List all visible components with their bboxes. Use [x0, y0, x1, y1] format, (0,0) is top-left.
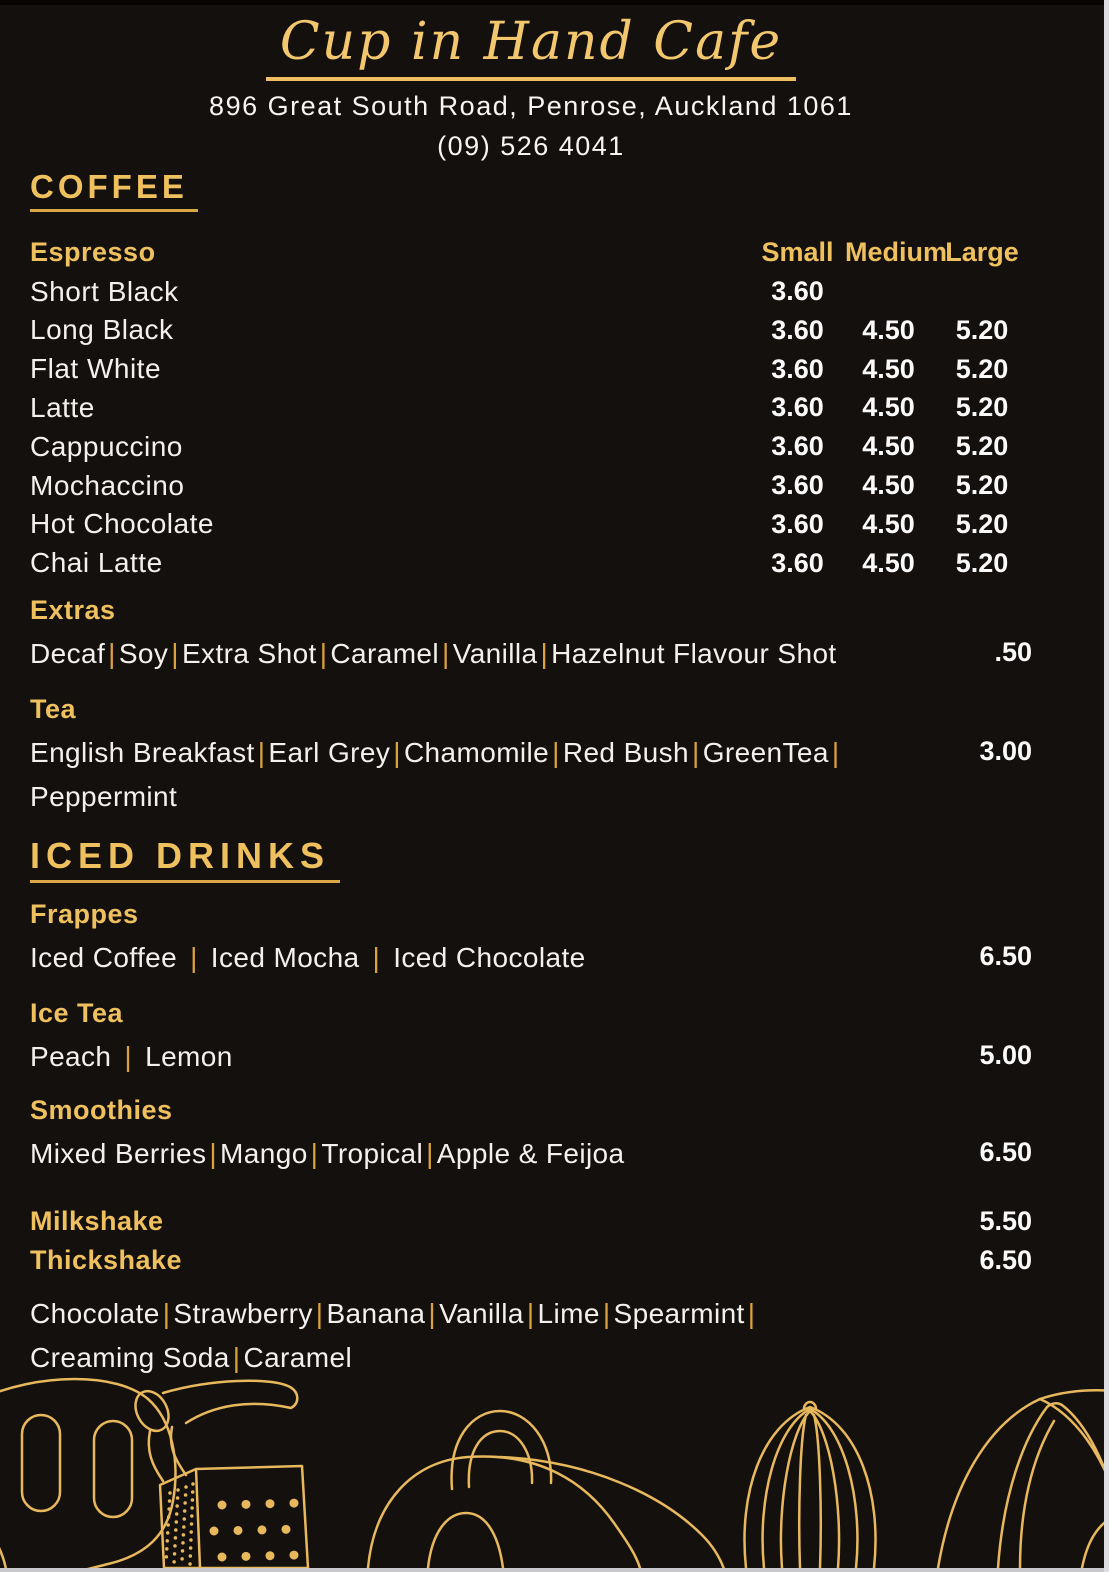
menu-option: Hazelnut Flavour Shot: [551, 637, 837, 669]
size-header-large: Large: [945, 236, 1019, 267]
tea-row: [30, 731, 1032, 819]
iced-drinks-section: [30, 819, 1032, 1380]
item-name: Short Black: [30, 275, 179, 307]
iced-drinks-heading: ICED DRINKS: [30, 835, 340, 883]
espresso-row: [30, 272, 1032, 311]
jug-icon: [0, 1379, 175, 1568]
pipe-separator: |: [393, 736, 401, 768]
menu-option: Iced Chocolate: [393, 941, 586, 973]
pipe-separator: |: [232, 1341, 241, 1373]
item-price-medium: 4.50: [862, 314, 915, 345]
menu-option: Chocolate: [30, 1297, 160, 1329]
espresso-header-row: [30, 232, 1032, 272]
size-header-small: Small: [761, 236, 834, 267]
pipe-separator: |: [319, 637, 328, 669]
menu-option: Spearmint: [613, 1297, 745, 1329]
item-price-large: 5.20: [955, 547, 1009, 578]
pipe-separator: |: [692, 736, 700, 768]
item-price-small: 3.60: [771, 392, 824, 423]
coffee-heading: COFFEE: [30, 168, 198, 212]
item-name: Mochaccino: [30, 469, 185, 501]
menu-option: Iced Coffee: [30, 941, 178, 973]
item-price-small: 3.60: [771, 431, 824, 462]
whisk-icon: [744, 1402, 875, 1568]
espresso-row: [30, 466, 1032, 505]
pipe-separator: |: [209, 1137, 218, 1169]
item-price-large: 5.20: [955, 392, 1009, 423]
menu-option: Earl Grey: [268, 736, 391, 768]
item-price-medium: 4.50: [862, 547, 915, 578]
menu-option: Chamomile: [403, 736, 550, 768]
pipe-separator: |: [124, 1040, 133, 1072]
extras-row: [30, 632, 1032, 676]
item-price-large: 5.20: [955, 314, 1009, 345]
extras-options: [30, 632, 937, 676]
milkshake-price: 5.50: [979, 1205, 1032, 1236]
menu-option: Vanilla: [452, 637, 538, 669]
item-price-small: 3.60: [771, 276, 824, 307]
cafe-title: Cup in Hand Cafe: [266, 14, 796, 81]
item-name: Cappuccino: [30, 430, 183, 462]
item-price-small: 3.60: [771, 353, 824, 384]
item-name: Chai Latte: [30, 547, 163, 579]
cafe-address: 896 Great South Road, Penrose, Auckland 1061: [209, 91, 853, 122]
espresso-table: [30, 272, 1032, 582]
espresso-row: [30, 544, 1032, 583]
ice-tea-price: 5.00: [979, 1039, 1032, 1070]
menu-option: Tropical: [321, 1137, 424, 1169]
menu-option: GreenTea: [702, 736, 829, 768]
item-price-medium: 4.50: [862, 392, 915, 423]
kettle-icon: [368, 1411, 724, 1568]
page-top-edge: [0, 0, 1109, 5]
tea-options: [30, 731, 937, 819]
pipe-separator: |: [426, 1137, 434, 1169]
pipe-separator: |: [190, 941, 198, 973]
cup-icon: [938, 1390, 1109, 1568]
thickshake-price: 6.50: [979, 1244, 1032, 1275]
item-name: Hot Chocolate: [30, 508, 214, 540]
size-header-medium: Medium: [845, 236, 948, 267]
ice-tea-row: [30, 1035, 1032, 1079]
shake-flavours: [30, 1292, 940, 1380]
pipe-separator: |: [747, 1297, 756, 1329]
milkshake-label: Milkshake: [30, 1205, 164, 1236]
menu-option: Iced Mocha: [210, 941, 360, 973]
pipe-separator: |: [171, 637, 179, 669]
smoothies-options: [30, 1132, 937, 1176]
pipe-separator: |: [831, 736, 840, 768]
smoothies-label: Smoothies: [30, 1094, 173, 1125]
tea-price: 3.00: [979, 735, 1032, 766]
menu-option: Lime: [537, 1297, 600, 1329]
menu-option: Decaf: [30, 637, 106, 669]
item-price-medium: 4.50: [862, 353, 915, 384]
item-price-medium: 4.50: [862, 431, 915, 462]
page-right-edge: [1104, 0, 1109, 1572]
espresso-row: [30, 311, 1032, 350]
milkshake-row: [30, 1202, 1032, 1241]
espresso-row: [30, 389, 1032, 428]
menu-option: Soy: [118, 637, 169, 669]
item-price-small: 3.60: [771, 470, 824, 501]
item-price-small: 3.60: [771, 547, 824, 578]
espresso-row: [30, 427, 1032, 466]
menu-option: Mango: [220, 1137, 308, 1169]
footer-illustrations: [0, 1363, 1109, 1568]
item-price-large: 5.20: [955, 508, 1009, 539]
pipe-separator: |: [442, 637, 450, 669]
item-price-large: 5.20: [955, 431, 1009, 462]
thickshake-row: [30, 1241, 1032, 1280]
pipe-separator: |: [526, 1297, 535, 1329]
pipe-separator: |: [552, 736, 560, 768]
espresso-label: Espresso: [30, 236, 156, 267]
menu-option: Peppermint: [30, 780, 178, 812]
frappes-label: Frappes: [30, 898, 139, 929]
menu-option: Red Bush: [562, 736, 689, 768]
pipe-separator: |: [540, 637, 549, 669]
item-price-small: 3.60: [771, 508, 824, 539]
pipe-separator: |: [310, 1137, 319, 1169]
item-price-medium: 4.50: [862, 470, 915, 501]
menu-option: Strawberry: [173, 1297, 313, 1329]
pipe-separator: |: [372, 941, 381, 973]
menu-option: Banana: [326, 1297, 426, 1329]
pipe-separator: |: [315, 1297, 324, 1329]
thickshake-label: Thickshake: [30, 1244, 183, 1275]
menu-option: Apple & Feijoa: [436, 1137, 625, 1169]
tea-label: Tea: [30, 693, 77, 724]
ice-tea-options: [30, 1035, 937, 1079]
pipe-separator: |: [602, 1297, 611, 1329]
item-name: Latte: [30, 391, 95, 423]
item-price-small: 3.60: [771, 314, 824, 345]
item-name: Flat White: [30, 353, 162, 385]
menu-option: Caramel: [330, 637, 440, 669]
shakes-block: [30, 1202, 1032, 1380]
pipe-separator: |: [108, 637, 116, 669]
pipe-separator: |: [162, 1297, 171, 1329]
espresso-row: [30, 350, 1032, 389]
item-price-medium: 4.50: [862, 508, 915, 539]
frappes-row: [30, 936, 1032, 980]
menu-option: English Breakfast: [30, 736, 255, 768]
page-bottom-edge: [0, 1568, 1109, 1572]
menu-header: [30, 14, 1032, 162]
coffee-section: [30, 162, 1032, 818]
item-price-large: 5.20: [955, 470, 1009, 501]
extras-label: Extras: [30, 594, 116, 625]
smoothies-price: 6.50: [979, 1136, 1032, 1167]
frappes-price: 6.50: [979, 940, 1032, 971]
menu-option: Extra Shot: [181, 637, 317, 669]
frappes-options: [30, 936, 937, 980]
item-name: Long Black: [30, 314, 174, 346]
ice-tea-label: Ice Tea: [30, 997, 124, 1028]
item-price-large: 5.20: [955, 353, 1009, 384]
menu-option: Lemon: [145, 1040, 233, 1072]
cafe-phone: (09) 526 4041: [437, 131, 625, 162]
menu-option: Vanilla: [439, 1297, 524, 1329]
menu-option: Caramel: [243, 1341, 353, 1373]
pipe-separator: |: [428, 1297, 437, 1329]
pipe-separator: |: [257, 736, 266, 768]
smoothies-row: [30, 1132, 1032, 1176]
espresso-row: [30, 505, 1032, 544]
menu-option: Creaming Soda: [30, 1341, 230, 1373]
menu-option: Peach: [30, 1040, 112, 1072]
extras-price: .50: [994, 636, 1032, 667]
menu-option: Mixed Berries: [30, 1137, 207, 1169]
